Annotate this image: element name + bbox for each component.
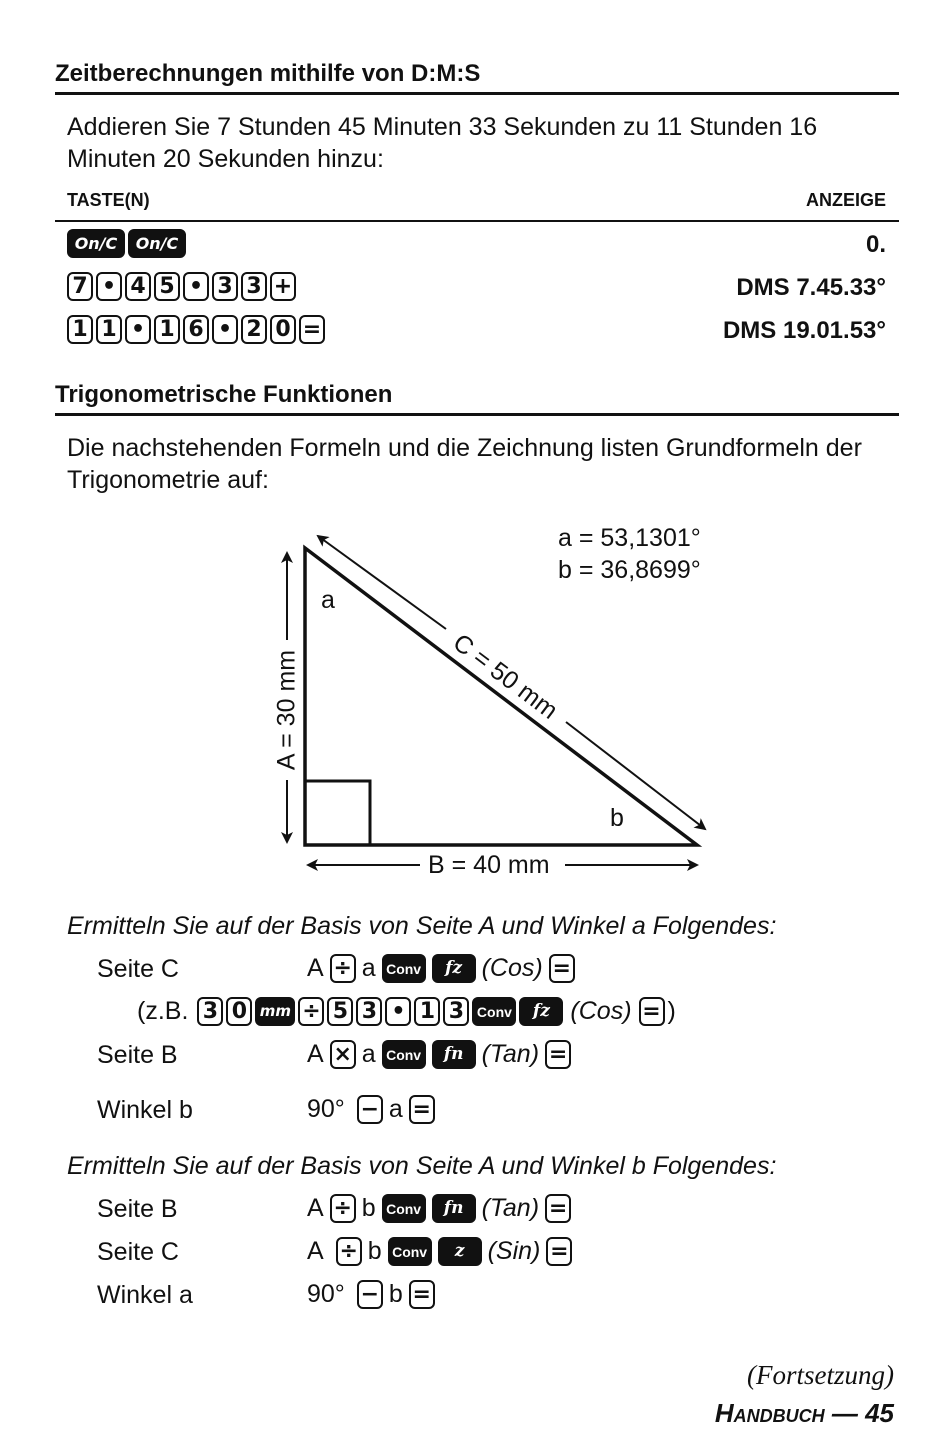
continued-note: (Fortsetzung) (747, 1360, 894, 1390)
mm-key: mm (255, 997, 295, 1026)
winkel-a-keystrokes (307, 1280, 435, 1309)
angle-a-label: a (321, 586, 335, 614)
dms-dot-key: • (183, 272, 209, 301)
equals-key: = (409, 1280, 435, 1309)
fz-key: fz (519, 997, 563, 1026)
var-angle: a (361, 1040, 376, 1068)
intro-line-2: Minuten 20 Sekunden hinzu: (67, 145, 384, 173)
side-a-label: A = 30 mm (272, 649, 301, 771)
var-angle: b (361, 1194, 376, 1222)
dms-dot-key: • (96, 272, 122, 301)
digit-key: 3 (241, 272, 267, 301)
equals-key: = (549, 954, 575, 983)
var-a: A (307, 1040, 324, 1068)
divide-key: ÷ (330, 954, 356, 983)
intro-line-2: Trigonometrie auf: (67, 466, 269, 494)
digit-key: 3 (356, 997, 382, 1026)
function-note: (Tan) (481, 1194, 540, 1222)
minus-key: − (357, 1095, 383, 1124)
var-angle: b (388, 1280, 403, 1308)
digit-key: 0 (226, 997, 252, 1026)
fn-key: fn (432, 1040, 476, 1069)
equals-key: = (545, 1194, 571, 1223)
example-open: (z.B. (137, 997, 189, 1025)
page-footer (715, 1398, 894, 1429)
var-angle: b (367, 1237, 382, 1265)
digit-key: 6 (183, 315, 209, 344)
digit-key: 1 (154, 315, 180, 344)
function-note: (Tan) (481, 1040, 540, 1068)
digit-key: 3 (197, 997, 223, 1026)
side-c-label: C = 50 mm (447, 628, 563, 725)
dms-dot-key: • (385, 997, 411, 1026)
seite-b-label: Seite B (97, 1195, 178, 1223)
display-value: DMS 19.01.53° (722, 317, 886, 344)
onc-key: On/C (128, 229, 186, 258)
equals-key: = (639, 997, 665, 1026)
var-angle: a (361, 954, 376, 982)
seite-b-keystrokes (307, 1040, 571, 1069)
plus-key: + (270, 272, 296, 301)
manual-page-label: Handbuch — 45 (714, 1398, 894, 1428)
section-title-dms: Zeitberechnungen mithilfe von D:M:S (55, 60, 481, 87)
value-90: 90° (307, 1280, 345, 1308)
minus-key: − (357, 1280, 383, 1309)
function-note: (Sin) (487, 1237, 541, 1265)
dms-dot-key: • (212, 315, 238, 344)
seite-c-keystrokes (307, 1237, 572, 1266)
digit-key: 7 (67, 272, 93, 301)
triangle-shape (305, 548, 697, 845)
digit-key: 5 (327, 997, 353, 1026)
var-a: A (307, 1237, 324, 1265)
var-a: A (307, 954, 324, 982)
dms-dot-key: • (125, 315, 151, 344)
col-header-display: ANZEIGE (805, 190, 886, 210)
conv-key: Conv (382, 954, 426, 983)
equals-key: = (545, 1040, 571, 1069)
z-key: z (438, 1237, 482, 1266)
var-a: A (307, 1194, 324, 1222)
digit-key: 0 (270, 315, 296, 344)
winkel-b-label: Winkel b (97, 1096, 193, 1124)
display-value: DMS 7.45.33° (736, 274, 886, 301)
onc-key: On/C (67, 229, 125, 258)
equals-key: = (299, 315, 325, 344)
digit-key: 1 (96, 315, 122, 344)
divide-key: ÷ (330, 1194, 356, 1223)
digit-key: 5 (154, 272, 180, 301)
col-header-keys: TASTE(N) (67, 190, 150, 210)
digit-key: 1 (67, 315, 93, 344)
divide-key: ÷ (298, 997, 324, 1026)
equals-key: = (409, 1095, 435, 1124)
seite-c-label: Seite C (97, 1238, 179, 1266)
group-2-heading: Ermitteln Sie auf der Basis von Seite A und Winkel b Folgendes: (67, 1152, 777, 1180)
side-b-label: B = 40 mm (428, 851, 550, 879)
var-angle: a (388, 1095, 403, 1123)
angle-b-value: b = 36,8699° (558, 556, 701, 584)
conv-key: Conv (388, 1237, 432, 1266)
seite-c-keystrokes (307, 954, 575, 983)
conv-key: Conv (472, 997, 516, 1026)
display-value: 0. (865, 231, 886, 258)
function-note: (Cos) (481, 954, 543, 982)
digit-key: 4 (125, 272, 151, 301)
digit-key: 2 (241, 315, 267, 344)
digit-key: 3 (212, 272, 238, 301)
intro-line-1: Addieren Sie 7 Stunden 45 Minuten 33 Sekunden zu 11 Stunden 16 (67, 113, 818, 141)
angle-b-label: b (610, 804, 624, 832)
multiply-key: × (330, 1040, 356, 1069)
seite-b-keystrokes (307, 1194, 571, 1223)
fn-key: fn (432, 1194, 476, 1223)
divide-key: ÷ (336, 1237, 362, 1266)
winkel-a-label: Winkel a (97, 1281, 193, 1309)
digit-key: 3 (443, 997, 469, 1026)
fz-key: fz (432, 954, 476, 983)
conv-key: Conv (382, 1194, 426, 1223)
conv-key: Conv (382, 1040, 426, 1069)
seite-c-label: Seite C (97, 955, 179, 983)
section-title-trig: Trigonometrische Funktionen (55, 381, 393, 408)
group-1-heading: Ermitteln Sie auf der Basis von Seite A und Winkel a Folgendes: (67, 912, 777, 940)
seite-b-label: Seite B (97, 1041, 178, 1069)
angle-a-value: a = 53,1301° (558, 524, 701, 552)
example-keystrokes (137, 997, 676, 1026)
winkel-b-keystrokes (307, 1095, 435, 1124)
equals-key: = (546, 1237, 572, 1266)
digit-key: 1 (414, 997, 440, 1026)
intro-line-1: Die nachstehenden Formeln und die Zeichnung listen Grundformeln der (67, 434, 862, 462)
value-90: 90° (307, 1095, 345, 1123)
function-note: (Cos) (570, 997, 632, 1025)
example-close: ) (667, 997, 676, 1025)
